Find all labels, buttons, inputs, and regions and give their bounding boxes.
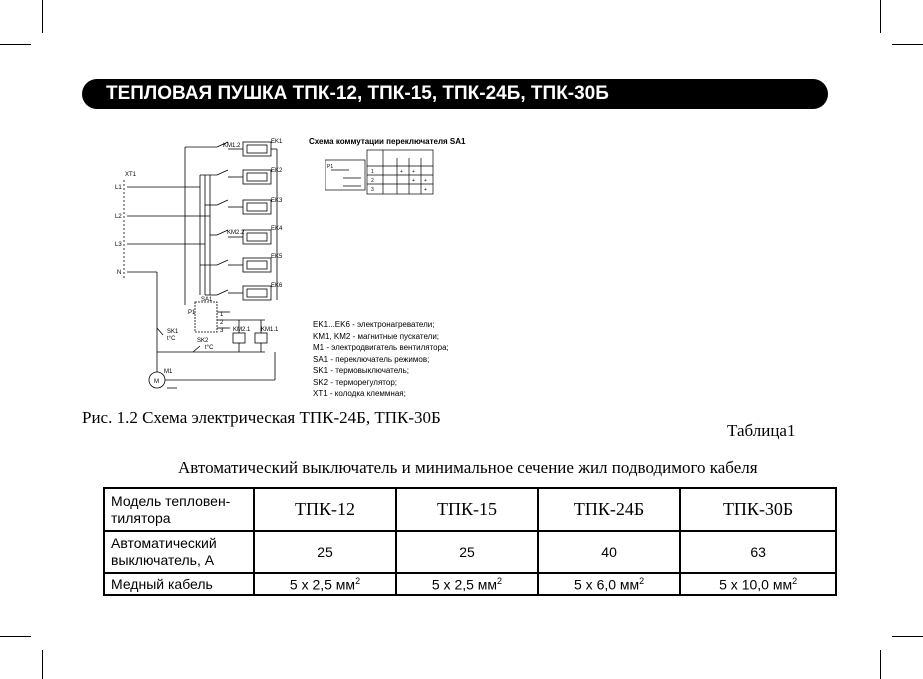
table-row — [104, 488, 836, 531]
table-cell — [254, 573, 396, 595]
label-n: N — [117, 270, 122, 276]
table-cell — [538, 573, 680, 595]
unit-sup: 2 — [497, 575, 503, 586]
label-ek4: EK4 — [271, 226, 283, 232]
legend-item: KM1, KM2 - магнитные пускатели; — [313, 331, 440, 341]
crop-mark-bottom-left-h — [0, 636, 31, 637]
label-c1: 1 — [220, 312, 224, 318]
table-cell — [680, 573, 836, 595]
unit-sup: 2 — [355, 575, 361, 586]
row-header: Автоматический выключатель, А — [104, 531, 254, 573]
label-km21: KM2.1 — [233, 327, 251, 333]
label-sk1-tc: t°C — [167, 336, 176, 342]
label-l1: L1 — [115, 185, 122, 191]
label-ek6: EK6 — [271, 283, 283, 289]
crop-mark-top-right-h — [892, 44, 923, 45]
label-ek3: EK3 — [271, 198, 283, 204]
crop-mark-bottom-left — [42, 650, 43, 679]
table-row — [104, 573, 836, 595]
table-cell: 25 — [254, 531, 396, 573]
cell-value: 5 х 10,0 мм — [719, 576, 793, 593]
label-km22: KM2.2 — [227, 230, 245, 236]
legend-item: SA1 - переключатель режимов; — [313, 354, 430, 364]
label-sk2: SK2 — [197, 338, 209, 344]
table-cell: 63 — [680, 531, 836, 573]
legend-item: XT1 - колодка клеммная; — [313, 389, 406, 398]
switch-row-2: 2 — [371, 178, 374, 184]
label-l3: L3 — [115, 242, 122, 248]
label-ek5: EK5 — [271, 254, 283, 260]
table-title: Автоматический выключатель и минимальное сечение жил подводимого кабеля — [178, 458, 758, 477]
switch-row-1: 1 — [371, 169, 374, 175]
label-ek1: EK1 — [271, 139, 283, 145]
crop-mark-bottom-right — [880, 650, 881, 679]
table-row — [104, 531, 836, 573]
switch-scheme-diagram — [325, 148, 435, 196]
switch-scheme-title: Схема коммутации переключателя SA1 — [309, 137, 466, 146]
svg-text:+: + — [412, 169, 415, 175]
switch-row-3: 3 — [371, 187, 374, 193]
label-ek2: EK2 — [271, 168, 283, 174]
label-c3: 3 — [220, 328, 224, 334]
page-title: ТЕПЛОВАЯ ПУШКА ТПК-12, ТПК-15, ТПК-24Б, ТПК-30Б — [82, 79, 828, 109]
legend-item: M1 - электродвигатель вентилятора; — [313, 343, 449, 352]
table-cell: ТПК-24Б — [538, 488, 680, 531]
label-km11: KM1.1 — [261, 327, 279, 333]
label-m: M — [154, 379, 159, 385]
table-cell: 25 — [396, 531, 538, 573]
cell-value: 5 х 2,5 мм — [289, 576, 356, 593]
crop-mark-top-left — [42, 0, 43, 33]
table-label: Таблица1 — [727, 421, 796, 440]
diagram-legend — [313, 319, 449, 400]
svg-text:+: + — [412, 178, 415, 184]
unit-sup: 2 — [639, 575, 645, 586]
figure-caption: Рис. 1.2 Схема электрическая ТПК-24Б, ТПК-30Б — [82, 408, 441, 427]
table-cell — [396, 573, 538, 595]
row-header: Медный кабель — [104, 573, 254, 595]
label-sk2-tc: t°C — [205, 345, 214, 351]
cell-value: 5 х 2,5 мм — [431, 576, 498, 593]
label-sa1: SA1 — [201, 297, 213, 303]
table-cell: ТПК-30Б — [680, 488, 836, 531]
label-sk1: SK1 — [167, 329, 179, 335]
table-cell: 40 — [538, 531, 680, 573]
label-km12: KM1.2 — [223, 143, 241, 149]
legend-item: SK1 - термовыключатель; — [313, 366, 409, 375]
crop-mark-top-left-h — [0, 44, 31, 45]
crop-mark-bottom-right-h — [892, 636, 923, 637]
unit-sup: 2 — [792, 575, 798, 586]
label-c2: 2 — [220, 320, 224, 326]
svg-text:+: + — [424, 178, 427, 184]
row-header: Модель тепловен-тилятора — [104, 488, 254, 531]
svg-text:+: + — [424, 187, 427, 193]
legend-item: SK2 - терморегулятор; — [313, 377, 397, 387]
label-m1: M1 — [164, 369, 173, 375]
switch-p1: P1 — [327, 164, 334, 170]
crop-mark-top-right — [880, 0, 881, 33]
table-cell: ТПК-15 — [396, 488, 538, 531]
label-xt1: XT1 — [125, 172, 137, 178]
electrical-diagram — [105, 130, 305, 400]
table-cell: ТПК-12 — [254, 488, 396, 531]
legend-item: EK1...EK6 - электронагреватели; — [313, 320, 435, 329]
label-l2: L2 — [115, 214, 122, 220]
cell-value: 5 х 6,0 мм — [574, 576, 640, 593]
label-p1: P1 — [188, 310, 196, 316]
spec-table — [103, 487, 837, 596]
svg-text:+: + — [400, 169, 403, 175]
